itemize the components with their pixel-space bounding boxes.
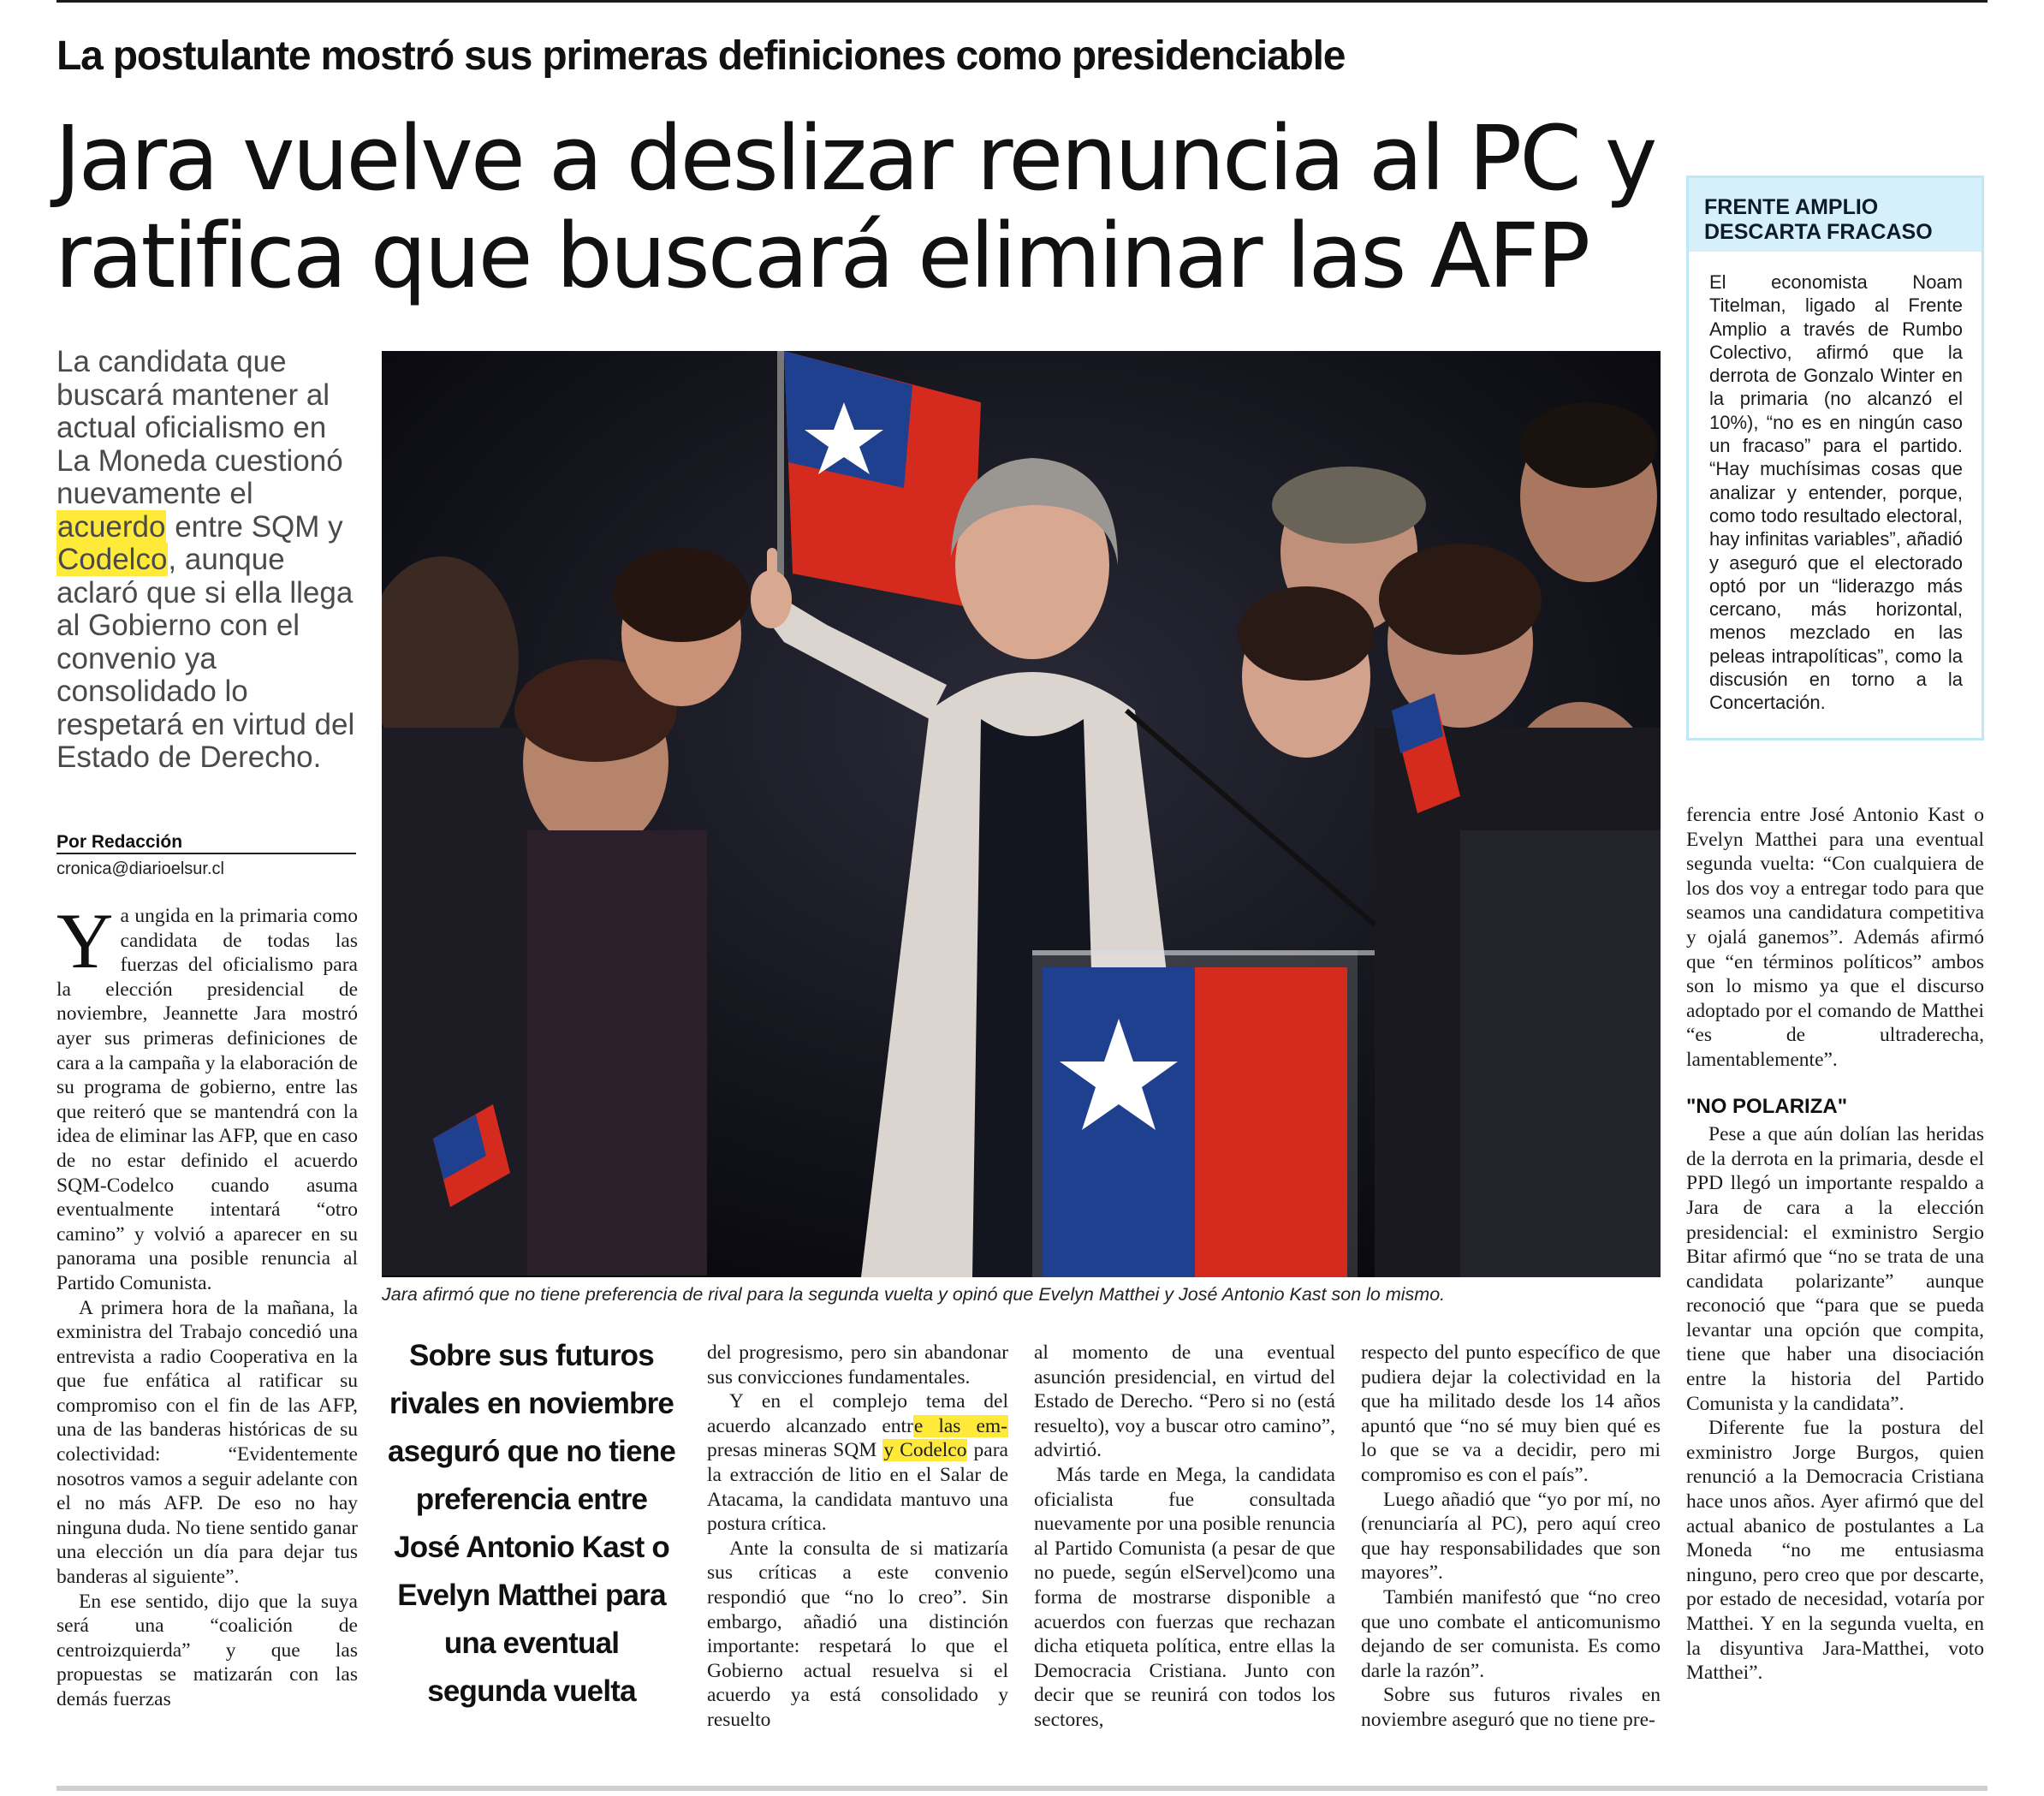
highlight-acuerdo: acuerdo <box>57 509 166 544</box>
headline-line-1: Jara vuelve a deslizar renuncia al PC y <box>55 106 1655 211</box>
section-head-no-polariza: "NO POLARIZA" <box>1686 1094 1848 1118</box>
top-rule <box>56 0 1988 3</box>
kicker: La postulante mostró sus primeras definiciones como presidenciable <box>56 33 1346 79</box>
byline-email: cronica@diarioelsur.cl <box>56 859 224 878</box>
rally-photo <box>382 351 1661 1277</box>
sidebar-title: FRENTE AMPLIO DESCARTA FRACASO <box>1704 195 1933 244</box>
drop-cap: Y <box>56 897 114 984</box>
article-column-3: del progresismo, pero sin abandonar sus convicciones fundamentales. Y en el complejo tema del acuerdo alcanzado entre las em- presas mineras SQM y Codelco para la extracción de litio en el Salar de Atacama, la candidata mantuvo una postura crítica. Ante la consulta de si matizaría sus críticas a este convenio respondió que “no lo creo”. Sin embargo, añadió una distinción importante: respetará lo que el Gobierno actual resuelva si el acuerdo ya está consolidado y resuelto <box>707 1341 1008 1731</box>
pull-quote: Sobre sus futuros rivales en noviembre aseguró que no tiene preferencia entre José Antonio Kast o Evelyn Matthei para una eventual segunda vuelta <box>388 1339 675 1708</box>
article-column-4: al momento de una eventual asunción presidencial, en virtud del Estado de Derecho. “Pero si no (está resuelto), voy a buscar otro camino”, advirtió. Más tarde en Mega, la candidata oficialista fue consultada nuevamente por una posible renuncia al Partido Comunista (a pesar de que no puede, según elServel)como una forma de mostrarse disponible a acuerdos con fuerzas que rechazan dicha etiqueta política, entre ellas la Democracia Cristiana. Junto con decir que se reunirá con todos los sectores, <box>1034 1341 1335 1731</box>
rally-photo-illustration <box>382 351 1661 1277</box>
highlight-las-empresas: e las em- <box>913 1414 1007 1437</box>
headline-line-2: ratifica que buscará eliminar las AFP <box>55 204 1589 308</box>
byline-rule <box>56 853 356 854</box>
deck: La candidata que buscará mantener al actual oficialismo en La Moneda cuestionó nuevamente el acuerdo entre SQM y Codelco, aunque aclaró que si ella llega al Gobierno con el convenio ya consolidado lo respetará en virtud del Estado de Derecho. <box>56 345 355 774</box>
highlight-y-codelco: y Codelco <box>883 1439 967 1462</box>
headline <box>55 106 1681 308</box>
article-column-1: Ya ungida en la primaria como candidata de todas las fuerzas del oficialismo para la elección presidencial de noviembre, Jeannette Jara mostró ayer sus primeras definiciones de cara a la campaña y la elaboración de su programa de gobierno, entre las que reiteró que se mantendrá con la idea de eliminar las AFP, que en caso de no estar definido el acuerdo SQM-Codelco cuando asuma eventualmente intentará “otro camino” y volvió a aparecer en su panorama una posible renuncia al Partido Comunista. A primera hora de la mañana, la exministra del Trabajo concedió una entrevista a radio Cooperativa en la que fue enfática al ratificar su compromiso con el fin de las AFP, una de las banderas históricas de su colectividad: “Evidentemente nosotros vamos a seguir adelante con el no más AFP. De eso no hay ninguna duda. No tiene sentido ganar una elección un día para dejar tus banderas al siguiente”. En ese sentido, dijo que la suya será una “coalición de centroizquierda” y que las propuestas se matizarán con las demás fuerzas <box>56 897 358 1710</box>
sidebar-box <box>1686 175 1984 740</box>
highlight-codelco: Codelco <box>57 543 168 576</box>
article-column-5: respecto del punto específico de que pudiera dejar la colectividad en la que ha militado desde los 14 años apuntó que “no sé muy bien qué es lo que se va a decidir, pero mi compromiso es con el país”. Luego añadió que “yo por mí, no (renunciaría al PC), pero aquí creo que hay responsabilidades que son mayores”. También manifestó que “no creo que uno combate el anticomunismo dejando de ser comunista. Es como darle la razón”. Sobre sus futuros rivales en noviembre aseguró que no tiene pre- <box>1361 1341 1661 1731</box>
byline-name: Por Redacción <box>56 832 183 852</box>
photo-caption: Jara afirmó que no tiene preferencia de rival para la segunda vuelta y opinó que Evelyn Matthei y José Antonio Kast son lo mismo. <box>382 1284 1446 1305</box>
article-column-6: ferencia entre José Antonio Kast o Evelyn Matthei para una eventual segunda vuelta: “Con cualquiera de los dos voy a entregar todo para que seamos una candidatura competitiva y ojalá ganemos”. Además afirmó que “en términos políticos” ambos son lo mismo ya que el discurso adoptado por el comando de Matthei “es de ultraderecha, lamentablemente”. "NO POLARIZA" Pese a que aún dolían las heridas de la derrota en la primaria, desde el PPD llegó un importante respaldo a Jara de cara a la elección presidencial: el exministro Sergio Bitar afirmó que “no se trata de una candidata polarizante” aunque reconoció que “para que se pueda levantar una opción que compita, tiene que haber una disociación entre la historia del Partido Comunista y la candidata”. Diferente fue la postura del exministro Jorge Burgos, quien renunció a la Democracia Cristiana hace unos años. Ayer afirmó que del actual abanico de postulantes a La Moneda “no me entusiasma ninguno, pero creo que por descarte, por estado de necesidad, votaría por Matthei. Y en la segunda vuelta, en la disyuntiva Jara-Matthei, voto Matthei”. <box>1686 804 1984 1685</box>
bottom-rule <box>56 1786 1988 1791</box>
sidebar-header <box>1689 178 1982 252</box>
podium-flag <box>1032 950 1375 1277</box>
sidebar-body: El economista Noam Titelman, ligado al Frente Amplio a través de Rumbo Colectivo, afirmó que la derrota de Gonzalo Winter en la primaria (no alcanzó el 10%), “no es en ningún caso un fracaso” para el partido. “Hay muchísimas cosas que analizar y entender, porque, como todo resultado electoral, hay infinitas variables”, añadió y aseguró que el electorado optó por un “liderazgo más cercano, más horizontal, menos mezclado en las peleas intrapolíticas”, como la discusión en torno a la Concertación. <box>1709 271 1963 714</box>
